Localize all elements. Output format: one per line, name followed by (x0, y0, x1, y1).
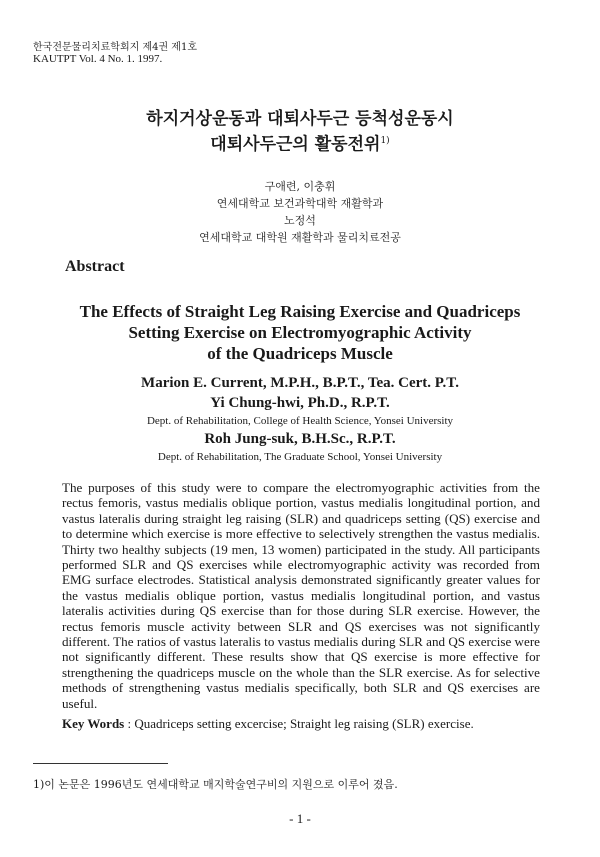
korean-authors-1: 구애련, 이충휘 (264, 180, 336, 193)
keywords-separator: : (124, 716, 135, 731)
korean-title-line-2-text: 대퇴사두근의 활동전위 (210, 134, 381, 155)
korean-title-line-2 (0, 130, 600, 156)
english-title-line-1: The Effects of Straight Leg Raising Exercise and Quadriceps (79, 302, 521, 321)
english-title-line-2: Setting Exercise on Electromyographic Activity (128, 323, 472, 342)
korean-title (0, 108, 600, 156)
author-3: Roh Jung-suk, B.H.Sc., R.P.T. (204, 431, 396, 447)
korean-affiliation-1: 연세대학교 보건과학대학 재활학과 (216, 197, 384, 210)
abstract-body: The purposes of this study were to compare the electromyographic activities from the rectus femoris, vastus medialis oblique portion, vastus medialis longitudinal portion, and vastus lateralis during straight leg raising (SLR) and quadriceps setting (QS) exercise and to determine which exercise is more effective to selectively strengthen the vastus medialis. Thirty two healthy subjects (19 men, 13 women) participated in the study. All participants performed SLR and QS exercises while electromyographic activity was recorded from EMG surface electrodes. Statistical analysis demonstrated significantly greater values for the vastus medialis oblique portion, vastus medialis longitudinal portion, and vastus lateralis activities during QS exercise than for those during SLR exercise. However, the rectus femoris muscle activity between SLR and QS exercises was not significantly different. The ratios of vastus lateralis to vastus medialis during SLR and QS exercise were not significantly different. These results show that QS exercise is more effective for strengthening the quadriceps muscle on the whole than the SLR exercise. As for selective methods of strengthening vastus medialis specifically, both SLR and QS exercises are useful. (62, 480, 540, 711)
author-1: Marion E. Current, M.P.H., B.P.T., Tea. Cert. P.T. (141, 375, 459, 391)
keywords-label: Key Words (62, 716, 125, 731)
keywords (62, 716, 474, 732)
english-title (0, 301, 600, 364)
author-2: Yi Chung-hwi, Ph.D., R.P.T. (210, 395, 390, 411)
title-footnote-mark: 1) (380, 136, 390, 146)
footnote-divider (33, 763, 168, 764)
keywords-text: Quadriceps setting excercise; Straight leg raising (SLR) exercise. (134, 716, 474, 731)
department-1: Dept. of Rehabilitation, College of Health Science, Yonsei University (146, 415, 454, 427)
journal-citation: KAUTPT Vol. 4 No. 1. 1997. (33, 53, 163, 65)
page-number: - 1 - (289, 811, 311, 826)
korean-title-line-1: 하지거상운동과 대퇴사두근 등척성운동시 (146, 109, 454, 129)
department-2: Dept. of Rehabilitation, The Graduate School, Yonsei University (157, 451, 443, 463)
english-title-line-3: of the Quadriceps Muscle (207, 344, 393, 363)
korean-authors-2: 노정석 (284, 214, 316, 227)
footnote: 1)이 논문은 1996년도 연세대학교 매지학술연구비의 지원으로 이루어 졌음. (33, 778, 398, 791)
korean-affiliations (0, 178, 600, 246)
english-authors (0, 373, 600, 465)
abstract-heading: Abstract (65, 258, 125, 275)
journal-name-korean: 한국전문물리치료학회지 제4권 제1호 (33, 42, 197, 53)
korean-affiliation-2: 연세대학교 대학원 재활학과 물리치료전공 (199, 231, 401, 244)
